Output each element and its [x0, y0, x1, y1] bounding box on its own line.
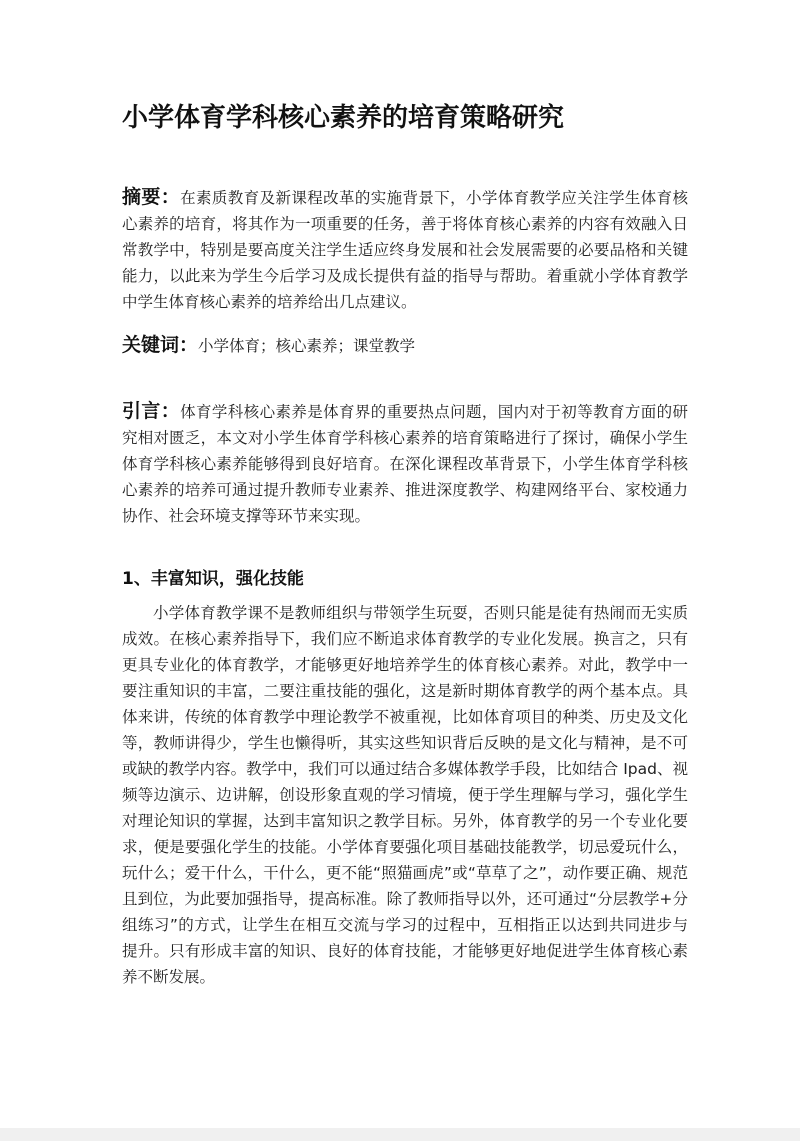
section-heading: 1、丰富知识，强化技能 — [122, 569, 304, 589]
page-bottom-edge — [0, 1128, 800, 1141]
introduction-text: 体育学科核心素养是体育界的重要热点问题，国内对于初等教育方面的研究相对匮乏，本文对小学生体育学科核心素养的培育策略进行了探讨，确保小学生体育学科核心素养能够得到良好培育。在深化课程改革背景下，小学生体育学科核心素养的培养可通过提升教师专业素养、推进深度教学、构建网络平台、家校通力协作、社会环境支撑等环节来实现。 — [122, 403, 688, 525]
abstract-text: 在素质教育及新课程改革的实施背景下，小学体育教学应关注学生体育核心素养的培育，将其作为一项重要的任务，善于将体育核心素养的内容有效融入日常教学中，特别是要高度关注学生适应终身发展和社会发展需要的必要品格和关键能力，以此来为学生今后学习及成长提供有益的指导与帮助。着重就小学体育教学中学生体育核心素养的培养给出几点建议。 — [122, 189, 688, 311]
keywords-label: 关键词： — [122, 334, 199, 356]
introduction-paragraph — [122, 398, 688, 529]
section-body: 小学体育教学课不是教师组织与带领学生玩耍，否则只能是徒有热闹而无实质成效。在核心素养指导下，我们应不断追求体育教学的专业化发展。换言之，只有更具专业化的体育教学，才能够更好地培养学生的体育核心素养。对此，教学中一要注重知识的丰富，二要注重技能的强化，这是新时期体育教学的两个基本点。具体来讲，传统的体育教学中理论教学不被重视，比如体育项目的种类、历史及文化等，教师讲得少，学生也懒得听，其实这些知识背后反映的是文化与精神，是不可或缺的教学内容。教学中，我们可以通过结合多媒体教学手段，比如结合 Ipad、视频等边演示、边讲解，创设形象直观的学习情境，便于学生理解与学习，强化学生对理论知识的掌握，达到丰富知识之教学目标。另外，体育教学的另一个专业化要求，便是要强化学生的技能。小学体育要强化项目基础技能教学，切忌爱玩什么，玩什么；爱干什么，干什么，更不能“照猫画虎”或“草草了之”，动作要正确、规范且到位，为此要加强指导，提高标准。除了教师指导以外，还可通过“分层教学+分组练习”的方式，让学生在相互交流与学习的过程中，互相指正以达到共同进步与提升。只有形成丰富的知识、良好的体育技能，才能够更好地促进学生体育核心素养不断发展。 — [122, 604, 688, 986]
introduction-label: 引言： — [122, 400, 181, 422]
keywords-text: 小学体育；核心素养；课堂教学 — [198, 337, 416, 355]
article-title: 小学体育学科核心素养的培育策略研究 — [122, 103, 565, 133]
abstract-label: 摘要： — [122, 186, 181, 208]
keywords-paragraph — [122, 332, 688, 359]
abstract-paragraph — [122, 184, 688, 315]
